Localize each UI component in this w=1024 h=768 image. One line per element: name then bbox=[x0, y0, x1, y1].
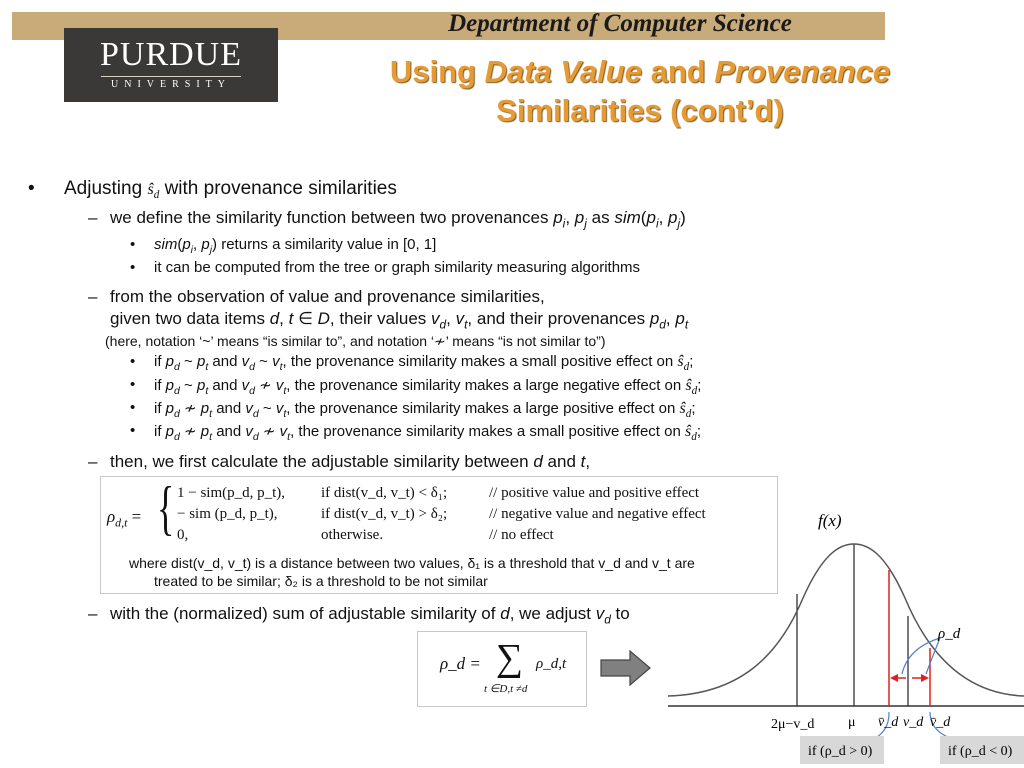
sigma-under: t ∈D,t ≠d bbox=[484, 683, 528, 695]
sub-i: i bbox=[655, 216, 659, 231]
case-end: ; bbox=[696, 423, 701, 440]
var-v: v bbox=[431, 309, 440, 328]
sub-d: d bbox=[174, 408, 180, 420]
var-p: p bbox=[196, 353, 206, 370]
text: , we adjust bbox=[509, 604, 591, 623]
sim-fn: sim bbox=[614, 208, 641, 227]
bullet-marker: • bbox=[130, 422, 136, 439]
sub-t: t bbox=[283, 385, 287, 397]
sub-d: d bbox=[252, 431, 259, 443]
sub-t: t bbox=[205, 385, 209, 397]
text: and bbox=[547, 452, 576, 471]
text: , and their provenances bbox=[467, 309, 646, 328]
cond-neg-text: if (ρ_d < 0) bbox=[948, 744, 1013, 759]
var-v: v bbox=[275, 400, 284, 417]
arrow-icon bbox=[600, 650, 652, 686]
case-item bbox=[154, 353, 693, 373]
text: we define the similarity function between two provenances bbox=[110, 208, 549, 227]
sub-j: j bbox=[677, 216, 681, 231]
sub-d: d bbox=[659, 317, 666, 332]
var-p: p bbox=[165, 353, 175, 370]
relation: ≁ bbox=[179, 400, 201, 417]
arrowhead-left bbox=[890, 674, 898, 682]
var-p: p bbox=[668, 208, 678, 227]
var-t: t bbox=[288, 309, 294, 328]
var-p: p bbox=[649, 309, 660, 328]
var-D: D bbox=[317, 309, 330, 328]
relation: ≁ bbox=[179, 423, 201, 440]
notation-note: (here, notation ‘~’ means “is similar to”, and notation ‘≁’ means “is not similar to”) bbox=[105, 333, 606, 349]
text: returns a similarity value in [0, 1] bbox=[221, 236, 437, 253]
slide-title bbox=[320, 52, 960, 130]
case-and: and bbox=[212, 423, 246, 440]
formula-comment: // no effect bbox=[489, 527, 554, 543]
var-d: d bbox=[500, 604, 510, 623]
var-v: v bbox=[595, 604, 605, 623]
case-effect: , the provenance similarity makes a large positive effect on bbox=[286, 400, 680, 417]
bullet-marker: • bbox=[130, 259, 136, 276]
tick-label: μ bbox=[848, 715, 856, 730]
left-brace: { bbox=[157, 475, 175, 541]
var-d: d bbox=[533, 452, 543, 471]
case-item bbox=[154, 422, 701, 443]
sub-d: d bbox=[249, 385, 255, 397]
var-p: p bbox=[196, 377, 206, 394]
tick-label: 2μ−v_d bbox=[771, 717, 815, 732]
sub-t: t bbox=[283, 408, 287, 420]
bullet-marker: • bbox=[130, 236, 136, 253]
case-and: and bbox=[208, 353, 242, 370]
var-p: p bbox=[200, 400, 210, 417]
text: given two data items bbox=[110, 309, 265, 328]
title-word: Data Value bbox=[484, 54, 642, 89]
formula-cond: otherwise. bbox=[321, 527, 384, 543]
case-if: if bbox=[154, 353, 166, 370]
tick-label: v̄_d bbox=[930, 715, 951, 730]
sub-j: j bbox=[209, 244, 213, 256]
var-v: v bbox=[272, 353, 280, 370]
var-p: p bbox=[165, 377, 175, 394]
s-hat-sub: d bbox=[691, 385, 698, 398]
relation: ~ bbox=[254, 353, 273, 370]
text: , bbox=[585, 452, 591, 471]
sub-d: d bbox=[439, 317, 447, 332]
formula-expr: 0, bbox=[177, 527, 189, 543]
s-hat-symbol: $ŝ_d$ bbox=[677, 353, 690, 374]
sub-t: t bbox=[205, 361, 209, 373]
bullet-marker: • bbox=[130, 353, 136, 370]
var-p: p bbox=[675, 309, 685, 328]
text: with the (normalized) sum of adjustable similarity of bbox=[110, 604, 496, 623]
text: , their values bbox=[329, 309, 427, 328]
where-line1: where dist(v_d, v_t) is a distance between two values, δ₁ is a threshold that v_d and v_t are bbox=[129, 555, 695, 571]
var-p: p bbox=[201, 236, 210, 253]
distribution-graph bbox=[668, 498, 1024, 766]
logo-main-text: PURDUE bbox=[99, 36, 243, 73]
s-hat-sub: d bbox=[685, 408, 692, 421]
s-hat-symbol: $ŝ_d$ bbox=[147, 181, 160, 202]
var-p: p bbox=[553, 208, 563, 227]
fx-label: f(x) bbox=[818, 511, 842, 530]
logo-sub-text: UNIVERSITY bbox=[111, 79, 231, 90]
bullet-text: with provenance similarities bbox=[164, 178, 397, 199]
sub-t: t bbox=[209, 431, 213, 443]
sub-d: d bbox=[252, 408, 259, 420]
adjust-line bbox=[110, 604, 630, 626]
bullet-marker: • bbox=[130, 376, 136, 393]
var-v: v bbox=[241, 377, 250, 394]
rho-label: ρ_d bbox=[938, 626, 961, 642]
case-end: ; bbox=[691, 400, 696, 417]
tick-label: v_d bbox=[903, 715, 924, 730]
relation: ~ bbox=[179, 377, 197, 394]
sub-d: d bbox=[174, 431, 180, 443]
sub-t: t bbox=[464, 317, 468, 332]
relation: ≁ bbox=[258, 423, 280, 440]
sub-t: t bbox=[684, 317, 689, 332]
s-hat-sub: d bbox=[683, 361, 690, 374]
sub-bullet-sim-def: we define the similarity function between two provenances $p_i$, $p_j$ as $sim(p_i$, $p_j$) bbox=[110, 208, 686, 231]
formula-cond: if dist(v_d, v_t) > δ₂; bbox=[321, 506, 448, 522]
rho-pointer bbox=[926, 638, 940, 674]
var-p: p bbox=[574, 208, 585, 227]
observation-line2: given two data items d, t ∈ D, their values $v_d$, $v_t$, and their provenances $p_d$, $p_t$ bbox=[110, 309, 689, 332]
var-v: v bbox=[279, 423, 288, 440]
case-end: ; bbox=[697, 377, 702, 394]
bullet-marker: • bbox=[130, 399, 136, 416]
text: to bbox=[615, 604, 630, 623]
case-end: ; bbox=[689, 353, 694, 370]
s-hat-sub: d bbox=[153, 189, 160, 202]
sigma: ∑ bbox=[496, 637, 524, 679]
rho-sub: d,t bbox=[115, 515, 128, 530]
title-word: Using bbox=[389, 54, 476, 89]
sub-j: j bbox=[584, 216, 587, 231]
var-v: v bbox=[241, 353, 250, 370]
logo-divider bbox=[101, 76, 241, 77]
case-effect: , the provenance similarity makes a small positive effect on bbox=[290, 423, 685, 440]
title-word: and bbox=[650, 54, 706, 89]
title-word: Provenance bbox=[714, 54, 891, 89]
sim-returns: $sim(p_i$, $p_j$) returns a similarity value in [0, 1] bbox=[154, 236, 437, 256]
tick-label: v̄_d bbox=[878, 715, 899, 730]
equals: = bbox=[131, 507, 142, 526]
case-if: if bbox=[154, 423, 166, 440]
case-item bbox=[154, 376, 701, 397]
sim-fn: sim bbox=[154, 236, 178, 253]
observation-line1: from the observation of value and provenance similarities, bbox=[110, 287, 545, 306]
formula-comment: // negative value and negative effect bbox=[489, 506, 706, 522]
sub-d: d bbox=[604, 612, 611, 627]
s-hat-symbol: $ŝ_d$ bbox=[685, 377, 698, 398]
sub-i: i bbox=[190, 244, 194, 256]
purdue-logo bbox=[64, 28, 278, 102]
formula-cond: if dist(v_d, v_t) < δ₁; bbox=[321, 485, 448, 501]
text: as bbox=[591, 208, 610, 227]
formula-expr: − sim (p_d, p_t), bbox=[177, 506, 278, 522]
dash-marker: – bbox=[88, 208, 98, 227]
case-effect: , the provenance similarity makes a small positive effect on bbox=[282, 353, 678, 370]
where-line2: treated to be similar; δ₂ is a threshold to be not similar bbox=[154, 573, 488, 589]
case-and: and bbox=[212, 400, 246, 417]
relation: ≁ bbox=[254, 377, 276, 394]
formula-expr: 1 − sim(p_d, p_t), bbox=[177, 485, 286, 501]
relation: ~ bbox=[258, 400, 276, 417]
var-p: p bbox=[646, 208, 656, 227]
var-t: t bbox=[580, 452, 586, 471]
var-d: d bbox=[269, 309, 280, 328]
case-effect: , the provenance similarity makes a large negative effect on bbox=[286, 377, 686, 394]
rho-d-lhs: ρ_d = bbox=[440, 654, 481, 673]
sub-d: d bbox=[249, 361, 255, 373]
sub-t: t bbox=[279, 361, 283, 373]
sub-t: t bbox=[209, 408, 213, 420]
var-v: v bbox=[275, 377, 284, 394]
title-line-2: Similarities (cont’d) bbox=[496, 93, 784, 128]
bullet-marker: • bbox=[28, 178, 35, 199]
rho-sum-formula bbox=[417, 631, 587, 707]
department-name: Department of Computer Science bbox=[448, 10, 792, 37]
var-v: v bbox=[455, 309, 465, 328]
dash-marker: – bbox=[88, 604, 98, 623]
var-v: v bbox=[245, 423, 253, 440]
relation: ~ bbox=[179, 353, 197, 370]
s-hat-sub: d bbox=[691, 431, 697, 444]
case-if: if bbox=[154, 377, 166, 394]
s-hat-symbol: $ŝ_d$ bbox=[679, 400, 692, 421]
dash-marker: – bbox=[88, 287, 98, 306]
case-and: and bbox=[208, 377, 242, 394]
bullet-adjusting bbox=[64, 178, 397, 201]
text: then, we first calculate the adjustable similarity between bbox=[110, 452, 529, 471]
sub-d: d bbox=[174, 385, 180, 397]
rho: ρ bbox=[107, 507, 116, 526]
var-v: v bbox=[245, 400, 253, 417]
var-p: p bbox=[165, 400, 175, 417]
dash-marker: – bbox=[88, 452, 98, 471]
sub-d: d bbox=[174, 361, 180, 373]
sub-i: i bbox=[562, 216, 566, 231]
s-hat-symbol: $ŝ_d$ bbox=[684, 423, 697, 444]
calc-adjustable bbox=[110, 452, 590, 472]
var-p: p bbox=[165, 423, 175, 440]
var-p: p bbox=[182, 236, 191, 253]
arrowhead-right bbox=[921, 674, 929, 682]
case-item bbox=[154, 399, 696, 420]
bullet-text: Adjusting bbox=[64, 178, 143, 199]
sub-t: t bbox=[287, 431, 291, 443]
bell-curve bbox=[668, 544, 1024, 696]
case-if: if bbox=[154, 400, 166, 417]
rho-dt-term: ρ_d,t bbox=[536, 656, 567, 672]
var-p: p bbox=[200, 423, 210, 440]
formula-lhs bbox=[107, 507, 141, 530]
sim-computed: it can be computed from the tree or graph similarity measuring algorithms bbox=[154, 259, 641, 276]
formula-comment: // positive value and positive effect bbox=[489, 485, 700, 501]
cond-pos-text: if (ρ_d > 0) bbox=[808, 744, 873, 759]
